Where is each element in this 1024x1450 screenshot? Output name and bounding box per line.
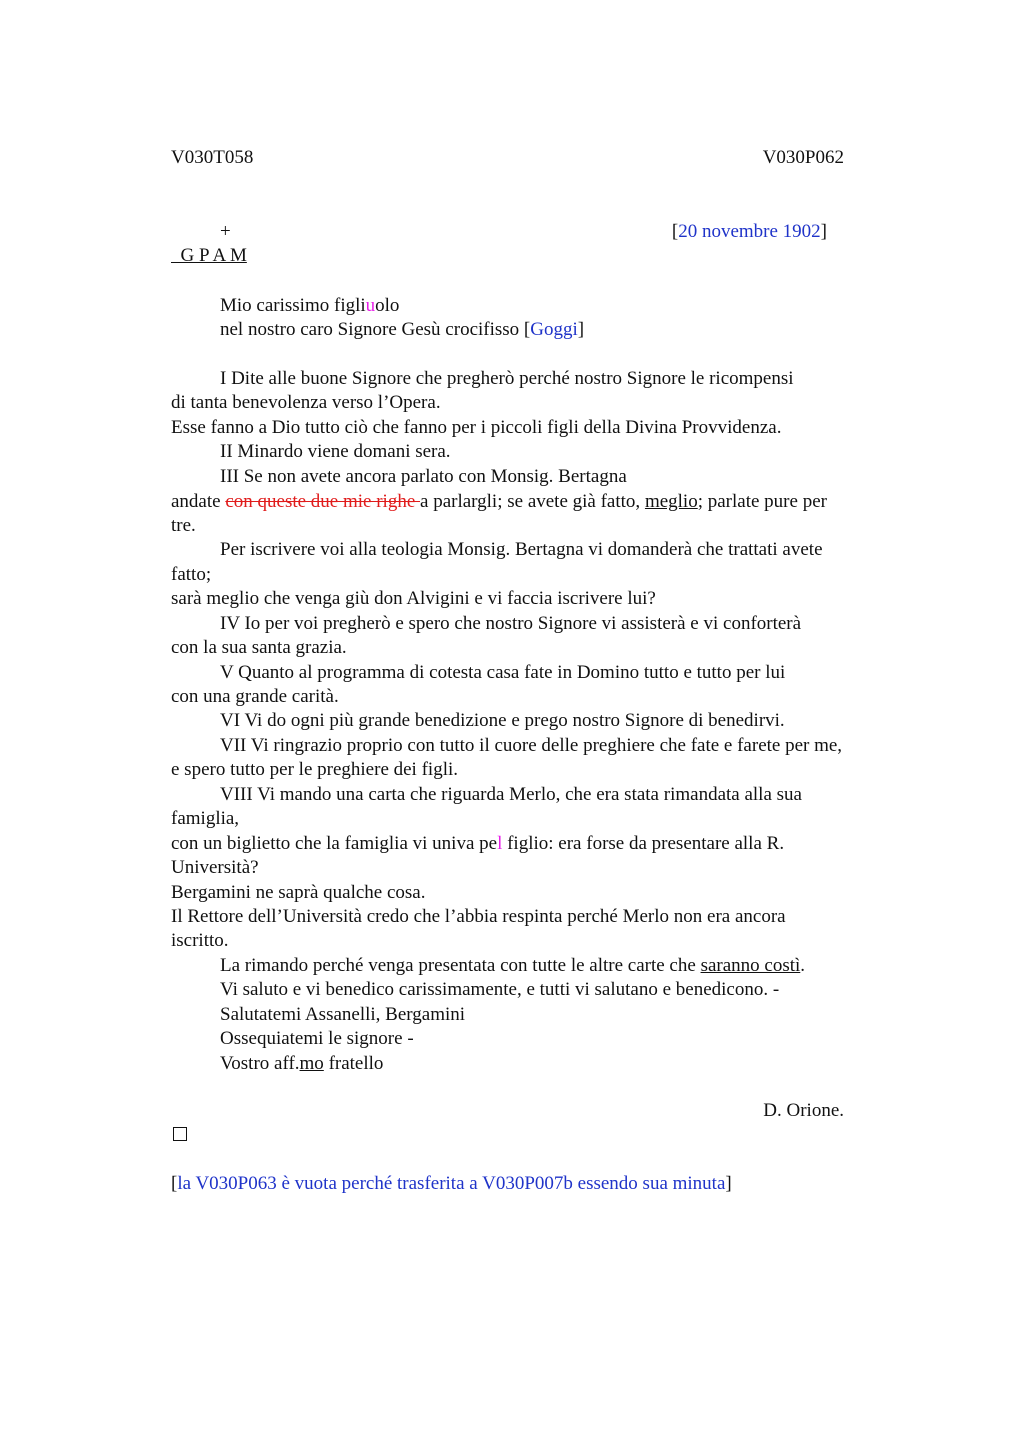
body-line: famiglia,	[171, 808, 240, 829]
body-line: andate con queste due mie righe a parlargli; se avete già fatto, meglio; parlate pure per	[171, 491, 827, 512]
correction-mark: u	[365, 295, 376, 316]
letter-date: [20 novembre 1902]	[671, 221, 827, 242]
body-line: sarà meglio che venga giù don Alvigini e vi faccia iscrivere lui?	[171, 588, 656, 609]
salutation-line-1: Mio carissimo figliuolo	[220, 295, 400, 316]
underlined-text: mo	[299, 1053, 324, 1074]
underlined-text: meglio	[644, 491, 698, 512]
body-line: Per iscrivere voi alla teologia Monsig. Bertagna vi domanderà che trattati avete	[220, 539, 823, 560]
body-line: Ossequiatemi le signore -	[220, 1028, 414, 1049]
body-line: iscritto.	[171, 930, 229, 951]
end-box-icon	[173, 1127, 187, 1141]
body-line: Vi saluto e vi benedico carissimamente, e tutti vi salutano e benedicono. -	[220, 979, 780, 1000]
body-line: VIII Vi mando una carta che riguarda Merlo, che era stata rimandata alla sua	[220, 784, 802, 805]
deleted-text: con queste due mie righe	[225, 491, 421, 512]
body-line: V Quanto al programma di cotesta casa fate in Domino tutto e tutto per lui	[220, 662, 786, 683]
gpam-heading: G P A M	[171, 245, 247, 266]
body-line: III Se non avete ancora parlato con Monsig. Bertagna	[220, 466, 627, 487]
body-line: Salutatemi Assanelli, Bergamini	[220, 1004, 466, 1025]
body-line: Bergamini ne saprà qualche cosa.	[171, 882, 426, 903]
body-line: Esse fanno a Dio tutto ciò che fanno per i piccoli figli della Divina Provvidenza.	[171, 417, 782, 438]
body-line: fatto;	[171, 564, 212, 585]
signature: D. Orione.	[763, 1100, 844, 1121]
body-line: I Dite alle buone Signore che pregherò perché nostro Signore le ricompensi	[220, 368, 794, 389]
date-text: 20 novembre 1902	[678, 221, 821, 242]
document-code-right: V030P062	[762, 147, 844, 168]
body-line: La rimando perché venga presentata con tutte le altre carte che saranno costì.	[220, 955, 806, 976]
body-line: con la sua santa grazia.	[171, 637, 347, 658]
document-code-left: V030T058	[171, 147, 254, 168]
body-line: con una grande carità.	[171, 686, 339, 707]
editorial-note-text: la V030P063 è vuota perché trasferita a V030P007b essendo sua minuta	[177, 1173, 726, 1194]
recipient-name: Goggi	[530, 319, 578, 340]
body-line: Università?	[171, 857, 259, 878]
body-line: e spero tutto per le preghiere dei figli.	[171, 759, 459, 780]
body-line: di tanta benevolenza verso l’Opera.	[171, 392, 441, 413]
body-line: con un biglietto che la famiglia vi univa pel figlio: era forse da presentare alla R.	[171, 833, 785, 854]
editorial-note: [la V030P063 è vuota perché trasferita a V030P007b essendo sua minuta]	[171, 1173, 732, 1194]
body-line: IV Io per voi pregherò e spero che nostro Signore vi assisterà e vi conforterà	[220, 613, 802, 634]
body-line: II Minardo viene domani sera.	[220, 441, 451, 462]
cross-mark: +	[220, 221, 231, 242]
salutation-line-2: nel nostro caro Signore Gesù crocifisso [Goggi]	[220, 319, 585, 340]
body-line: tre.	[171, 515, 196, 536]
body-line: VII Vi ringrazio proprio con tutto il cuore delle preghiere che fate e farete per me,	[220, 735, 843, 756]
underlined-text: saranno costì	[700, 955, 801, 976]
body-line: Il Rettore dell’Università credo che l’abbia respinta perché Merlo non era ancora	[171, 906, 786, 927]
correction-mark: l	[497, 833, 503, 854]
body-line: VI Vi do ogni più grande benedizione e prego nostro Signore di benedirvi.	[220, 710, 785, 731]
body-line: Vostro aff.mo fratello	[220, 1053, 384, 1074]
